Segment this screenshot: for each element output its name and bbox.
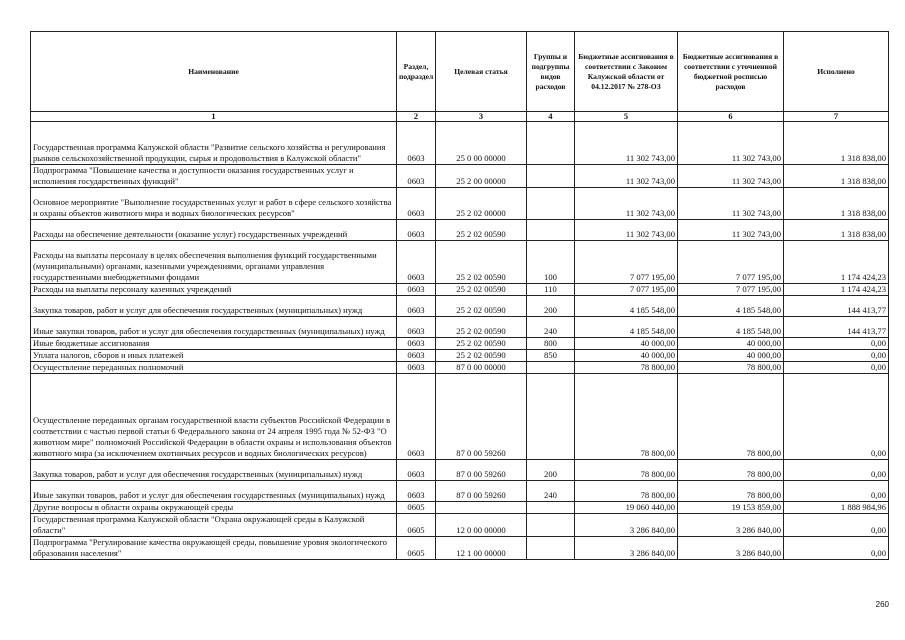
- row-executed: 1 318 838,00: [784, 220, 889, 241]
- row-group: [527, 374, 575, 460]
- table-row: [31, 296, 889, 317]
- row-section: 0605: [397, 502, 436, 514]
- row-group: [527, 188, 575, 220]
- row-name: Уплата налогов, сборов и иных платежей: [31, 350, 397, 362]
- table-row: [31, 220, 889, 241]
- row-section: 0603: [397, 296, 436, 317]
- row-name: Осуществление переданных полномочий: [31, 362, 397, 374]
- row-budget-law: 78 800,00: [575, 362, 678, 374]
- row-executed: 1 174 424,23: [784, 241, 889, 284]
- row-name: Подпрограмма "Повышение качества и доступности оказания государственных услуг и исполнения государственных функций": [31, 165, 397, 188]
- header-target: Целевая статья: [436, 32, 527, 112]
- row-budget-law: 4 185 548,00: [575, 317, 678, 338]
- table-row: [31, 338, 889, 350]
- table-row: [31, 241, 889, 284]
- row-target: 87 0 00 59260: [436, 374, 527, 460]
- row-budget-law: 40 000,00: [575, 338, 678, 350]
- row-name: Подпрограмма "Регулирование качества окружающей среды, повышение уровня экологического образования населения": [31, 537, 397, 560]
- row-section: 0603: [397, 460, 436, 481]
- row-group: 200: [527, 296, 575, 317]
- row-target: 25 0 00 00000: [436, 122, 527, 165]
- header-budget-refined: Бюджетные ассигнования в соответствии с уточненной бюджетной росписью расходов: [678, 32, 784, 112]
- row-budget-refined: 78 800,00: [678, 374, 784, 460]
- table-row: [31, 537, 889, 560]
- col-number: 1: [31, 112, 397, 122]
- row-name: Осуществление переданных органам государственной власти субъектов Российской Федерации в соответствии с частью первой статьи 6 Федерального закона от 24 апреля 1995 года № 52-ФЗ "О животном мире" полномочий Российской Федерации в области охраны и использования объектов животного мира (за исключением охотничьих ресурсов и водных биологических ресурсов): [31, 374, 397, 460]
- row-budget-law: 11 302 743,00: [575, 122, 678, 165]
- table-row: [31, 362, 889, 374]
- row-budget-law: 11 302 743,00: [575, 165, 678, 188]
- row-budget-refined: 7 077 195,00: [678, 241, 784, 284]
- table-row: [31, 350, 889, 362]
- row-executed: 0,00: [784, 537, 889, 560]
- col-number: 7: [784, 112, 889, 122]
- row-executed: 0,00: [784, 460, 889, 481]
- row-budget-law: 3 286 840,00: [575, 514, 678, 537]
- row-group: 800: [527, 338, 575, 350]
- row-group: [527, 165, 575, 188]
- budget-table: [30, 31, 889, 560]
- row-section: 0603: [397, 284, 436, 296]
- row-target: 25 2 02 00590: [436, 350, 527, 362]
- row-budget-law: 78 800,00: [575, 481, 678, 502]
- table-row: [31, 122, 889, 165]
- row-budget-law: 19 060 440,00: [575, 502, 678, 514]
- table-row: [31, 165, 889, 188]
- row-budget-refined: 40 000,00: [678, 350, 784, 362]
- row-group: 240: [527, 317, 575, 338]
- row-name: Закупка товаров, работ и услуг для обеспечения государственных (муниципальных) нужд: [31, 460, 397, 481]
- row-executed: 0,00: [784, 338, 889, 350]
- row-section: 0603: [397, 374, 436, 460]
- row-budget-law: 11 302 743,00: [575, 188, 678, 220]
- row-group: [527, 122, 575, 165]
- col-number: 4: [527, 112, 575, 122]
- row-executed: 1 888 984,96: [784, 502, 889, 514]
- row-group: 850: [527, 350, 575, 362]
- row-section: 0605: [397, 537, 436, 560]
- header-executed: Исполнено: [784, 32, 889, 112]
- row-budget-law: 78 800,00: [575, 374, 678, 460]
- row-target: 25 2 02 00590: [436, 296, 527, 317]
- row-name: Иные закупки товаров, работ и услуг для обеспечения государственных (муниципальных) нужд: [31, 481, 397, 502]
- table-row: [31, 317, 889, 338]
- table-row: [31, 188, 889, 220]
- row-budget-refined: 3 286 840,00: [678, 514, 784, 537]
- table-row: [31, 284, 889, 296]
- row-executed: 0,00: [784, 374, 889, 460]
- row-executed: 1 318 838,00: [784, 188, 889, 220]
- row-name: Расходы на выплаты персоналу казенных учреждений: [31, 284, 397, 296]
- row-name: Иные бюджетные ассигнования: [31, 338, 397, 350]
- row-name: Основное мероприятие "Выполнение государственных услуг и работ в сфере сельского хозяйства и охраны объектов животного мира и водных биологических ресурсов": [31, 188, 397, 220]
- header-name: Наименование: [31, 32, 397, 112]
- row-group: 200: [527, 460, 575, 481]
- budget-report-sheet: [30, 31, 888, 560]
- row-target: 25 2 02 00590: [436, 241, 527, 284]
- row-executed: 0,00: [784, 350, 889, 362]
- table-row: [31, 374, 889, 460]
- row-executed: 144 413,77: [784, 317, 889, 338]
- row-executed: 1 318 838,00: [784, 165, 889, 188]
- row-budget-refined: 11 302 743,00: [678, 122, 784, 165]
- row-executed: 1 174 424,23: [784, 284, 889, 296]
- row-section: 0605: [397, 514, 436, 537]
- row-target: 12 1 00 00000: [436, 537, 527, 560]
- row-group: [527, 362, 575, 374]
- row-budget-refined: 11 302 743,00: [678, 165, 784, 188]
- row-target: 87 0 00 59260: [436, 481, 527, 502]
- row-target: 25 2 02 00590: [436, 338, 527, 350]
- row-name: Государственная программа Калужской области "Охрана окружающей среды в Калужской области": [31, 514, 397, 537]
- table-row: [31, 502, 889, 514]
- row-target: 25 2 02 00590: [436, 317, 527, 338]
- page-number: 260: [875, 600, 889, 609]
- row-section: 0603: [397, 122, 436, 165]
- row-section: 0603: [397, 220, 436, 241]
- header-section: Раздел, подраздел: [397, 32, 436, 112]
- row-group: [527, 514, 575, 537]
- row-budget-refined: 78 800,00: [678, 481, 784, 502]
- row-target: 25 2 00 00000: [436, 165, 527, 188]
- row-budget-law: 11 302 743,00: [575, 220, 678, 241]
- row-section: 0603: [397, 317, 436, 338]
- row-name: Расходы на выплаты персоналу в целях обеспечения выполнения функций государственными (муниципальными) органами, казенными учреждениями, органами управления государственными внебюджетными фондами: [31, 241, 397, 284]
- header-budget-law: Бюджетные ассигнования в соответствии с Законом Калужской области от 04.12.2017 № 278-ОЗ: [575, 32, 678, 112]
- row-target: [436, 502, 527, 514]
- col-number: 3: [436, 112, 527, 122]
- row-budget-law: 7 077 195,00: [575, 284, 678, 296]
- row-group: [527, 502, 575, 514]
- row-name: Другие вопросы в области охраны окружающей среды: [31, 502, 397, 514]
- column-number-row: [31, 112, 889, 122]
- row-budget-refined: 78 800,00: [678, 362, 784, 374]
- row-name: Закупка товаров, работ и услуг для обеспечения государственных (муниципальных) нужд: [31, 296, 397, 317]
- row-budget-refined: 7 077 195,00: [678, 284, 784, 296]
- row-target: 12 0 00 00000: [436, 514, 527, 537]
- row-budget-law: 4 185 548,00: [575, 296, 678, 317]
- row-section: 0603: [397, 241, 436, 284]
- row-target: 87 0 00 00000: [436, 362, 527, 374]
- row-group: 100: [527, 241, 575, 284]
- row-section: 0603: [397, 188, 436, 220]
- row-executed: 1 318 838,00: [784, 122, 889, 165]
- row-group: 110: [527, 284, 575, 296]
- row-budget-law: 3 286 840,00: [575, 537, 678, 560]
- row-budget-refined: 4 185 548,00: [678, 317, 784, 338]
- row-section: 0603: [397, 362, 436, 374]
- row-budget-refined: 40 000,00: [678, 338, 784, 350]
- row-executed: 0,00: [784, 481, 889, 502]
- row-target: 25 2 02 00590: [436, 284, 527, 296]
- row-budget-refined: 4 185 548,00: [678, 296, 784, 317]
- row-executed: 0,00: [784, 362, 889, 374]
- row-target: 87 0 00 59260: [436, 460, 527, 481]
- row-group: [527, 537, 575, 560]
- table-row: [31, 460, 889, 481]
- row-budget-law: 7 077 195,00: [575, 241, 678, 284]
- row-budget-refined: 11 302 743,00: [678, 188, 784, 220]
- row-budget-refined: 78 800,00: [678, 460, 784, 481]
- row-target: 25 2 02 00000: [436, 188, 527, 220]
- table-body: [31, 122, 889, 560]
- table-header-row: [31, 32, 889, 112]
- col-number: 5: [575, 112, 678, 122]
- header-groups: Группы и подгруппы видов расходов: [527, 32, 575, 112]
- row-budget-refined: 11 302 743,00: [678, 220, 784, 241]
- col-number: 6: [678, 112, 784, 122]
- table-row: [31, 514, 889, 537]
- table-row: [31, 481, 889, 502]
- row-section: 0603: [397, 350, 436, 362]
- row-budget-law: 40 000,00: [575, 350, 678, 362]
- row-section: 0603: [397, 338, 436, 350]
- row-group: [527, 220, 575, 241]
- row-section: 0603: [397, 165, 436, 188]
- row-section: 0603: [397, 481, 436, 502]
- row-target: 25 2 02 00590: [436, 220, 527, 241]
- row-budget-law: 78 800,00: [575, 460, 678, 481]
- col-number: 2: [397, 112, 436, 122]
- row-executed: 0,00: [784, 514, 889, 537]
- row-name: Иные закупки товаров, работ и услуг для обеспечения государственных (муниципальных) нужд: [31, 317, 397, 338]
- row-group: 240: [527, 481, 575, 502]
- row-budget-refined: 19 153 859,00: [678, 502, 784, 514]
- row-name: Государственная программа Калужской области "Развитие сельского хозяйства и регулирования рынков сельскохозяйственной продукции, сырья и продовольствия в Калужской области": [31, 122, 397, 165]
- row-executed: 144 413,77: [784, 296, 889, 317]
- row-budget-refined: 3 286 840,00: [678, 537, 784, 560]
- row-name: Расходы на обеспечение деятельности (оказание услуг) государственных учреждений: [31, 220, 397, 241]
